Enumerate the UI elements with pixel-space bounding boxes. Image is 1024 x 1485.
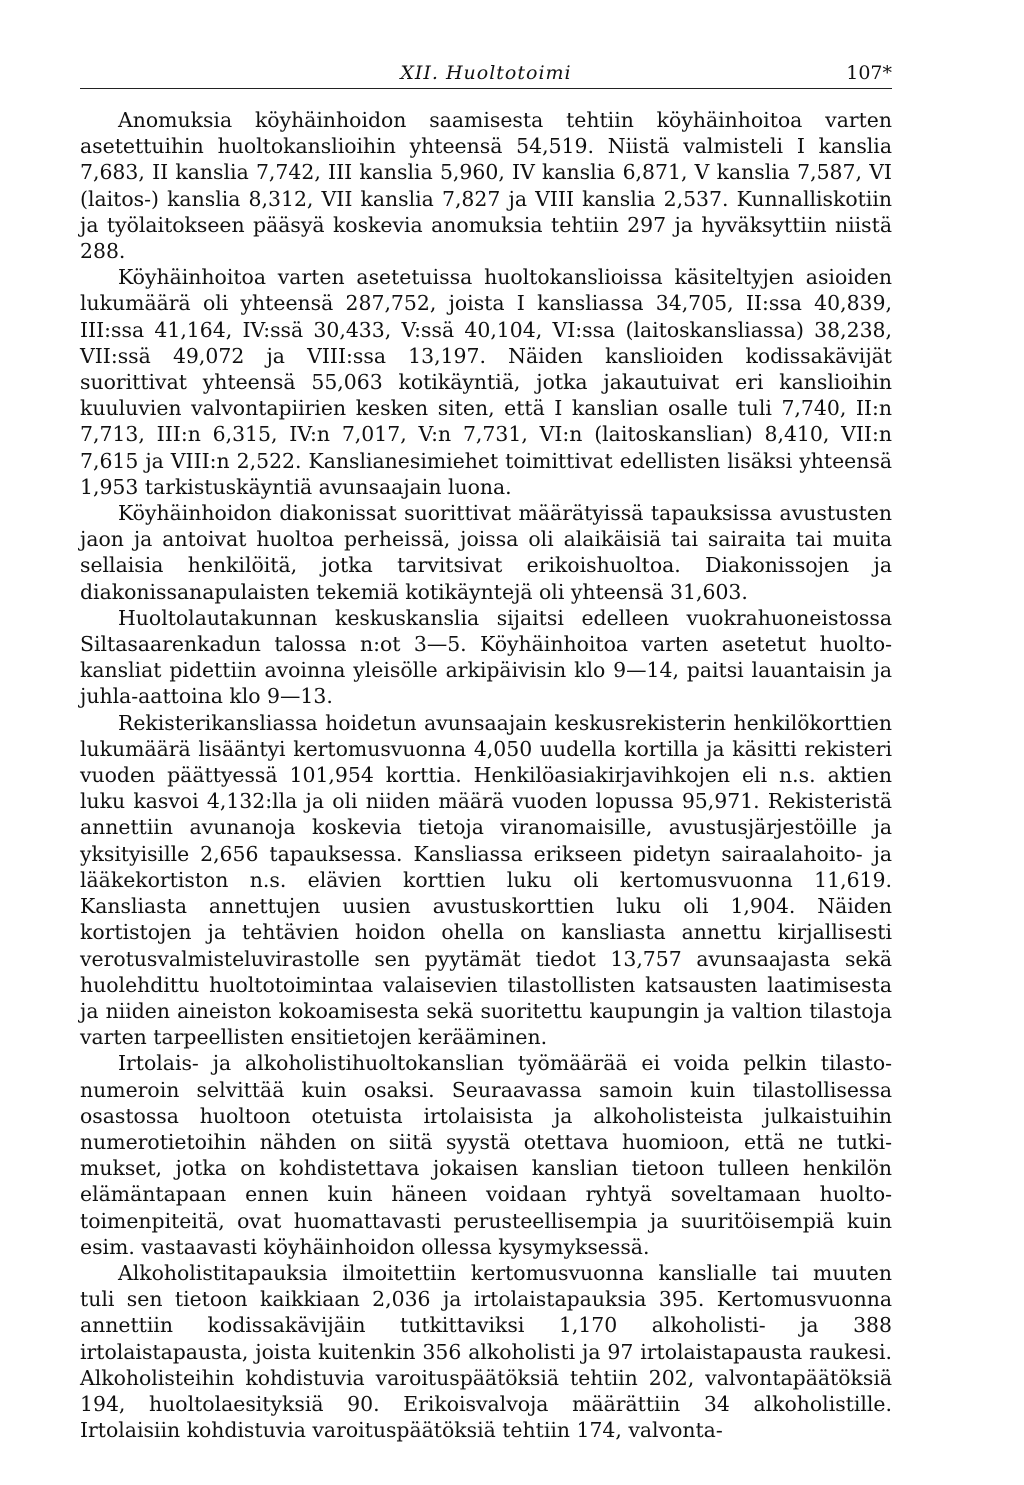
paragraph-deaconesses: Köyhäinhoidon diakonissat suorittivat määrätyissä tapauksissa avustusten jaon ja antoivat huoltoa perheissä, joissa oli alaikäisiä tai sairaita tai muita sellaisia henkilöitä, jotka tarvitsivat erikoishuoltoa. Diakonissojen ja diakonissanapulaisten tekemiä kotikäyntejä oli yhteensä 31,603.: [80, 501, 892, 604]
body-text: [80, 107, 892, 1443]
header-rule: [80, 88, 892, 89]
paragraph-registry: Rekisterikansliassa hoidetun avunsaajain keskusrekisterin henkilökorttien lukumäärä lisääntyi kertomusvuonna 4,050 uudella kortilla ja käsitti rekisteri vuoden päättyessä 101,954 korttia. Henkilöasiakirjavihkojen eli n.s. aktien luku kasvoi 4,132:lla ja oli niiden määrä vuoden lopussa 95,971. Rekisteristä annettiin avunanoja koskevia tietoja viranomaisille, avustusjärjestöille ja yksityisille 2,656 tapauksessa. Kansliassa erikseen pidetyn sairaalahoito- ja lääkekortiston n.s. elävien korttien luku oli kertomusvuonna 11,619. Kansliasta annettujen uusien avustuskorttien luku oli 1,904. Näiden kortistojen ja tehtävien hoidon ohella on kansliasta annettu kirjallisesti verotusvalmisteluvirastolle sen pyytämät tiedot 13,757 avunsaajasta sekä huolehdittu huoltotoimintaa valaisevien tilastollisten katsausten laatimisesta ja niiden aineiston kokoamisesta sekä suoritettu kaupungin ja valtion tilastoja varten tarpeellisten ensitietojen kerääminen.: [80, 710, 892, 1050]
paragraph-alcoholic-cases: Alkoholistitapauksia ilmoitettiin kertomusvuonna kanslialle tai muuten tuli sen tietoon kaikkiaan 2,036 ja irtolaistapauksia 395. Kertomusvuonna annettiin kodissakävijäin tutkittaviksi 1,170 alkoholisti- ja 388 irtolaistapausta, joista kuitenkin 356 alkoholisti ja 97 irtolaistapausta raukesi. Alkoholisteihin kohdistuvia varoituspäätöksiä tehtiin 202, valvontapäätöksiä 194, huoltolaesityksiä 90. Erikoisvalvoja määrättiin 34 alkoholistille. Irtolaisiin kohdistuvia varoituspäätöksiä tehtiin 174, valvonta-: [80, 1260, 892, 1443]
page-number: 107*: [846, 62, 892, 84]
paragraph-vagrancy-office: Irtolais- ja alkoholistihuoltokanslian työmäärää ei voida pelkin tilastonumeroin selvittää kuin osaksi. Seuraavassa samoin kuin tilastollisessa osastossa huoltoon otetuista irtolaisista ja alkoholisteista julkaistuihin numerotietoihin nähden on siitä syystä otettava huomioon, että ne tutkimukset, jotka on kohdistettava jokaisen kanslian tietoon tulleen henkilön elämäntapaan ennen kuin häneen voidaan ryhtyä soveltamaan huoltotoimenpiteitä, ovat huomattavasti perusteellisempia ja suuritöisempiä kuin esim. vastaavasti köyhäinhoidon ollessa kysymyksessä.: [80, 1051, 892, 1259]
paragraph-applications: Anomuksia köyhäinhoidon saamisesta tehtiin köyhäinhoitoa varten asetettuihin huoltokanslioihin yhteensä 54,519. Niistä valmisteli I kanslia 7,683, II kanslia 7,742, III kanslia 5,960, IV kanslia 6,871, V kanslia 7,587, VI (laitos-) kanslia 8,312, VII kanslia 7,827 ja VIII kanslia 2,537. Kunnalliskotiin ja työlaitokseen pääsyä koskevia anomuksia tehtiin 297 ja hyväksyttiin niistä 288.: [80, 108, 892, 264]
running-header: [80, 58, 892, 88]
running-title: XII. Huoltotoimi: [400, 62, 572, 84]
paragraph-cases-handled: Köyhäinhoitoa varten asetetuissa huoltokanslioissa käsiteltyjen asioiden lukumäärä oli yhteensä 287,752, joista I kansliassa 34,705, II:ssa 40,839, III:ssa 41,164, IV:ssä 30,433, V:ssä 40,104, VI:ssa (laitoskansliassa) 38,238, VII:ssä 49,072 ja VIII:ssa 13,197. Näiden kanslioiden kodissakävijät suorittivat yhteensä 55,063 kotikäyntiä, jotka jakautuivat eri kanslioihin kuuluvien valvontapiirien kesken siten, että I kanslian osalle tuli 7,740, II:n 7,713, III:n 6,315, IV:n 7,017, V:n 7,731, VI:n (laitoskanslian) 8,410, VII:n 7,615 ja VIII:n 2,522. Kanslianesimiehet toimittivat edellisten lisäksi yhteensä 1,953 tarkistuskäyntiä avunsaajain luona.: [80, 265, 892, 499]
paragraph-central-office: Huoltolautakunnan keskuskanslia sijaitsi edelleen vuokrahuoneistossa Siltasaarenkadun talossa n:ot 3—5. Köyhäinhoitoa varten asetetut huoltokansliat pidettiin avoinna yleisölle arkipäivisin klo 9—14, paitsi lauantaisin ja juhla-aattoina klo 9—13.: [80, 605, 892, 709]
document-page: [80, 58, 892, 1443]
